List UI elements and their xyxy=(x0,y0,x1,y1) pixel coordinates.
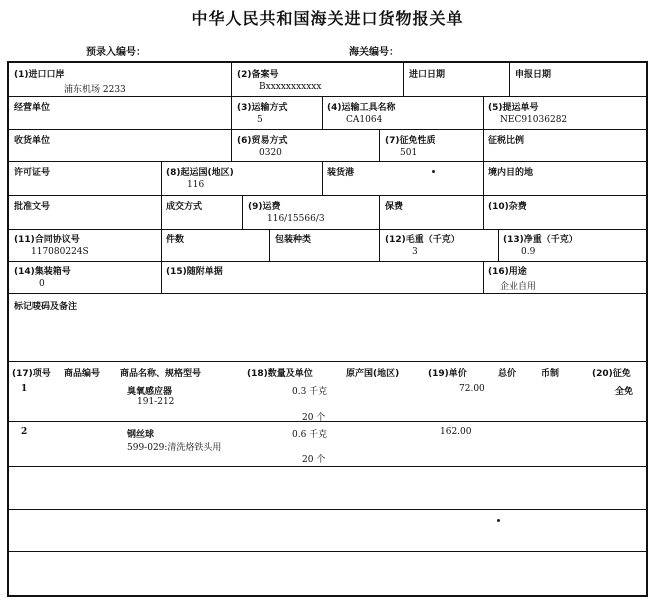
column-divider xyxy=(322,161,323,195)
pre-entry-number-label: 预录入编号： xyxy=(86,47,146,58)
approval-number-label: 批准文号 xyxy=(14,202,51,212)
goods-unit-price: 72.00 xyxy=(459,384,485,394)
goods-item-no: 2 xyxy=(21,427,28,437)
freight-label: (9)运费 xyxy=(248,202,281,212)
column-divider xyxy=(509,63,510,96)
column-divider xyxy=(161,161,162,195)
goods-name: 臭氧感应器 xyxy=(127,387,173,397)
column-divider xyxy=(403,63,404,96)
origin-country-label: (8)起运国(地区) xyxy=(166,168,234,178)
quantity-header: (18)数量及单位 xyxy=(247,369,313,379)
column-divider xyxy=(161,261,162,293)
column-divider xyxy=(379,195,380,229)
row-divider xyxy=(9,361,646,362)
usage-label: (16)用途 xyxy=(488,267,527,277)
gross-weight-value: 3 xyxy=(412,247,418,257)
misc-fee-label: (10)杂费 xyxy=(488,202,527,212)
vehicle-name-label: (4)运输工具名称 xyxy=(327,103,396,113)
pieces-label: 件数 xyxy=(166,235,185,245)
goods-levy: 全免 xyxy=(615,387,634,397)
declare-date-label: 申报日期 xyxy=(515,70,552,80)
origin-country-value: 116 xyxy=(187,180,205,190)
column-divider xyxy=(379,129,380,161)
row-divider xyxy=(9,509,646,510)
goods-item-no: 1 xyxy=(21,384,28,394)
row-divider xyxy=(9,261,646,262)
goods-quantity: 0.6 千克 xyxy=(292,430,328,440)
contract-number-value: 117080224S xyxy=(31,247,89,257)
row-divider xyxy=(9,421,646,422)
levy-ratio-label: 征税比例 xyxy=(488,136,525,146)
contract-number-label: (11)合同协议号 xyxy=(14,235,80,245)
row-divider xyxy=(9,293,646,294)
row-divider xyxy=(9,466,646,467)
row-divider xyxy=(9,96,646,97)
import-port-value: 浦东机场 2233 xyxy=(64,85,126,95)
scan-speck xyxy=(432,170,435,173)
scan-speck xyxy=(497,519,500,522)
commodity-code-header: 商品编号 xyxy=(64,369,101,379)
column-divider xyxy=(483,96,484,161)
column-divider xyxy=(379,229,380,261)
column-divider xyxy=(231,129,232,161)
column-divider xyxy=(483,195,484,229)
document-title: 中华人民共和国海关进口货物报关单 xyxy=(191,9,464,28)
attached-docs-label: (15)随附单据 xyxy=(166,267,223,277)
goods-model: 191-212 xyxy=(137,397,175,407)
column-divider xyxy=(483,161,484,195)
usage-value: 企业自用 xyxy=(500,282,537,292)
net-weight-value: 0.9 xyxy=(521,247,536,257)
net-weight-label: (13)净重（千克） xyxy=(503,235,578,245)
column-divider xyxy=(322,96,323,129)
origin-country-header: 原产国(地区) xyxy=(346,369,400,379)
goods-quantity: 0.3 千克 xyxy=(292,387,328,397)
marks-remarks-label: 标记唛码及备注 xyxy=(14,302,78,312)
consignee-label: 收货单位 xyxy=(14,136,51,146)
column-divider xyxy=(269,229,270,261)
goods-name: 钢丝球 xyxy=(127,430,155,440)
declaration-form xyxy=(7,61,648,597)
trade-mode-label: (6)贸易方式 xyxy=(237,136,288,146)
levy-header: (20)征免 xyxy=(592,369,631,379)
transport-mode-value: 5 xyxy=(257,115,263,125)
record-number-label: (2)备案号 xyxy=(237,70,279,80)
record-number-value: Bxxxxxxxxxxx xyxy=(259,82,322,92)
row-divider xyxy=(9,551,646,552)
goods-quantity-secondary: 20 个 xyxy=(302,413,326,423)
goods-unit-price: 162.00 xyxy=(440,427,472,437)
commodity-name-header: 商品名称、规格型号 xyxy=(120,369,202,379)
row-divider xyxy=(9,195,646,196)
package-type-label: 包装种类 xyxy=(275,235,312,245)
trade-mode-value: 0320 xyxy=(259,148,282,158)
bill-number-label: (5)提运单号 xyxy=(488,103,539,113)
container-number-label: (14)集装箱号 xyxy=(14,267,71,277)
vehicle-name-value: CA1064 xyxy=(346,115,383,125)
column-divider xyxy=(498,229,499,261)
column-divider xyxy=(483,261,484,293)
item-no-header: (17)项号 xyxy=(12,369,51,379)
total-price-header: 总价 xyxy=(498,369,517,379)
column-divider xyxy=(161,195,162,229)
operator-label: 经营单位 xyxy=(14,103,51,113)
row-divider xyxy=(9,229,646,230)
levy-nature-label: (7)征免性质 xyxy=(385,136,436,146)
row-divider xyxy=(9,129,646,130)
column-divider xyxy=(161,229,162,261)
freight-value: 116/15566/3 xyxy=(267,214,325,224)
import-date-label: 进口日期 xyxy=(409,70,446,80)
column-divider xyxy=(242,195,243,229)
deal-mode-label: 成交方式 xyxy=(166,202,203,212)
container-number-value: 0 xyxy=(39,279,45,289)
transport-mode-label: (3)运输方式 xyxy=(237,103,288,113)
customs-number-label: 海关编号： xyxy=(349,47,399,58)
row-divider xyxy=(9,161,646,162)
bill-number-value: NEC91036282 xyxy=(500,115,568,125)
goods-model: 599-029:清洗烙铁头用 xyxy=(127,443,222,453)
goods-quantity-secondary: 20 个 xyxy=(302,455,326,465)
levy-nature-value: 501 xyxy=(400,148,418,158)
column-divider xyxy=(231,63,232,129)
import-port-label: (1)进口口岸 xyxy=(14,70,65,80)
insurance-label: 保费 xyxy=(385,202,404,212)
gross-weight-label: (12)毛重（千克） xyxy=(385,235,460,245)
license-label: 许可证号 xyxy=(14,168,51,178)
loading-port-label: 装货港 xyxy=(327,168,355,178)
destination-label: 境内目的地 xyxy=(488,168,534,178)
currency-header: 币制 xyxy=(541,369,560,379)
unit-price-header: (19)单价 xyxy=(428,369,467,379)
